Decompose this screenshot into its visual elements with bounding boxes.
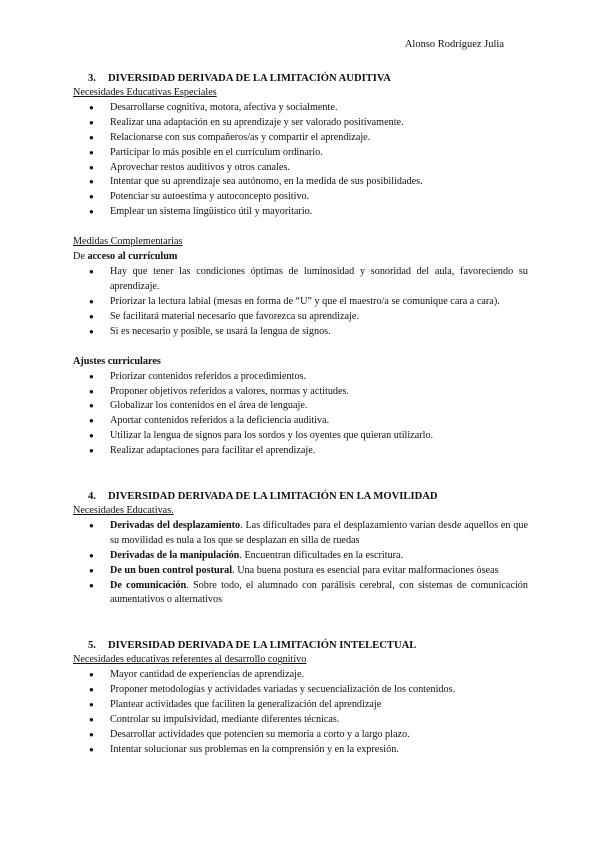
section-4-list bbox=[73, 519, 528, 608]
list-item: ● De un buen control postural. Una buena postura es esencial para evitar malformaciones óseas bbox=[73, 564, 528, 579]
list-item: ● Aprovechar restos auditivos y otros canales. bbox=[73, 161, 528, 176]
access-heading: De acceso al currículum bbox=[73, 251, 178, 263]
list-item: ● Globalizar los contenidos en el área de lenguaje. bbox=[73, 399, 528, 414]
access-list bbox=[73, 265, 528, 340]
list-item: ● Plantear actividades que faciliten la generalización del aprendizaje bbox=[73, 698, 528, 713]
adjust-list bbox=[73, 370, 528, 459]
list-item: ● Derivadas del desplazamiento. Las dificultades para el desplazamiento varían desde aquellos en que su movilidad es nula a los que se desplazan en silla de ruedas bbox=[73, 519, 528, 549]
list-item: ● Si es necesario y posible, se usará la lengua de signos. bbox=[73, 325, 528, 340]
section-3-needs-list bbox=[73, 101, 528, 220]
list-item: ● Participar lo más posible en el currículum ordinario. bbox=[73, 146, 528, 161]
list-item: ● Relacionarse con sus compañeros/as y compartir el aprendizaje. bbox=[73, 131, 528, 146]
section-5-heading: 5. DIVERSIDAD DERIVADA DE LA LIMITACIÓN INTELECTUAL bbox=[88, 640, 417, 652]
list-item: ● Potenciar su autoestima y autoconcepto positivo. bbox=[73, 190, 528, 205]
section-3-heading: 3. DIVERSIDAD DERIVADA DE LA LIMITACIÓN AUDITIVA bbox=[88, 73, 391, 84]
list-item: ● Desarrollar actividades que potencien su memoria a corto y a largo plazo. bbox=[73, 728, 528, 743]
list-item: ● Hay que tener las condiciones óptimas de luminosidad y sonoridad del aula, favoreciendo su aprendizaje. bbox=[73, 265, 528, 295]
section-4-heading: 4. DIVERSIDAD DERIVADA DE LA LIMITACIÓN EN LA MOVILIDAD bbox=[88, 490, 438, 502]
section-4-needs-heading: Necesidades Educativas. bbox=[73, 504, 174, 516]
adjust-heading: Ajustes curriculares bbox=[73, 355, 161, 367]
section-5-needs-heading: Necesidades educativas referentes al desarrollo cognitivo bbox=[73, 654, 307, 666]
list-item: ● Intentar que su aprendizaje sea autónomo, en la medida de sus posibilidades. bbox=[73, 175, 528, 190]
list-item: ● Realizar una adaptación en su aprendizaje y ser valorado positivamente. bbox=[73, 116, 528, 131]
measures-heading: Medidas Complementarias bbox=[73, 236, 183, 248]
list-item: ● Utilizar la lengua de signos para los sordos y los oyentes que quieran utilizarlo. bbox=[73, 429, 528, 444]
author-name: Alonso Rodríguez Julia bbox=[404, 39, 504, 50]
list-item: ● Controlar su impulsividad, mediante diferentes técnicas. bbox=[73, 713, 528, 728]
document-body bbox=[73, 71, 528, 758]
list-item: ● Proponer metodologías y actividades variadas y secuencialización de los contenidos. bbox=[73, 683, 528, 698]
list-item: ● Aportar contenidos referidos a la deficiencia auditiva. bbox=[73, 414, 528, 429]
list-item: ● Emplear un sistema lingüístico útil y mayoritario. bbox=[73, 205, 528, 220]
list-item: ● Proponer objetivos referidos a valores, normas y actitudes. bbox=[73, 385, 528, 400]
list-item: ● Derivadas de la manipulación. Encuentran dificultades en la escritura. bbox=[73, 549, 528, 564]
list-item: ● Realizar adaptaciones para facilitar el aprendizaje. bbox=[73, 444, 528, 459]
list-item: ● Se facilitará material necesario que favorezca su aprendizaje. bbox=[73, 310, 528, 325]
list-item: ● Intentar solucionar sus problemas en la comprensión y en la expresión. bbox=[73, 743, 528, 758]
list-item: ● Priorizar contenidos referidos a procedimientos. bbox=[73, 370, 528, 385]
list-item: ● Priorizar la lectura labial (mesas en forma de “U” y que el maestro/a se comunique cara a cara). bbox=[73, 295, 528, 310]
list-item: ● De comunicación. Sobre todo, el alumnado con parálisis cerebral, con sistemas de comunicación aumentativos o alternativos bbox=[73, 579, 528, 609]
section-3-needs-heading: Necesidades Educativas Especiales bbox=[73, 87, 217, 98]
list-item: ● Mayor cantidad de experiencias de aprendizaje. bbox=[73, 668, 528, 683]
section-5-list bbox=[73, 668, 528, 757]
list-item: ● Desarrollarse cognitiva, motora, afectiva y socialmente. bbox=[73, 101, 528, 116]
